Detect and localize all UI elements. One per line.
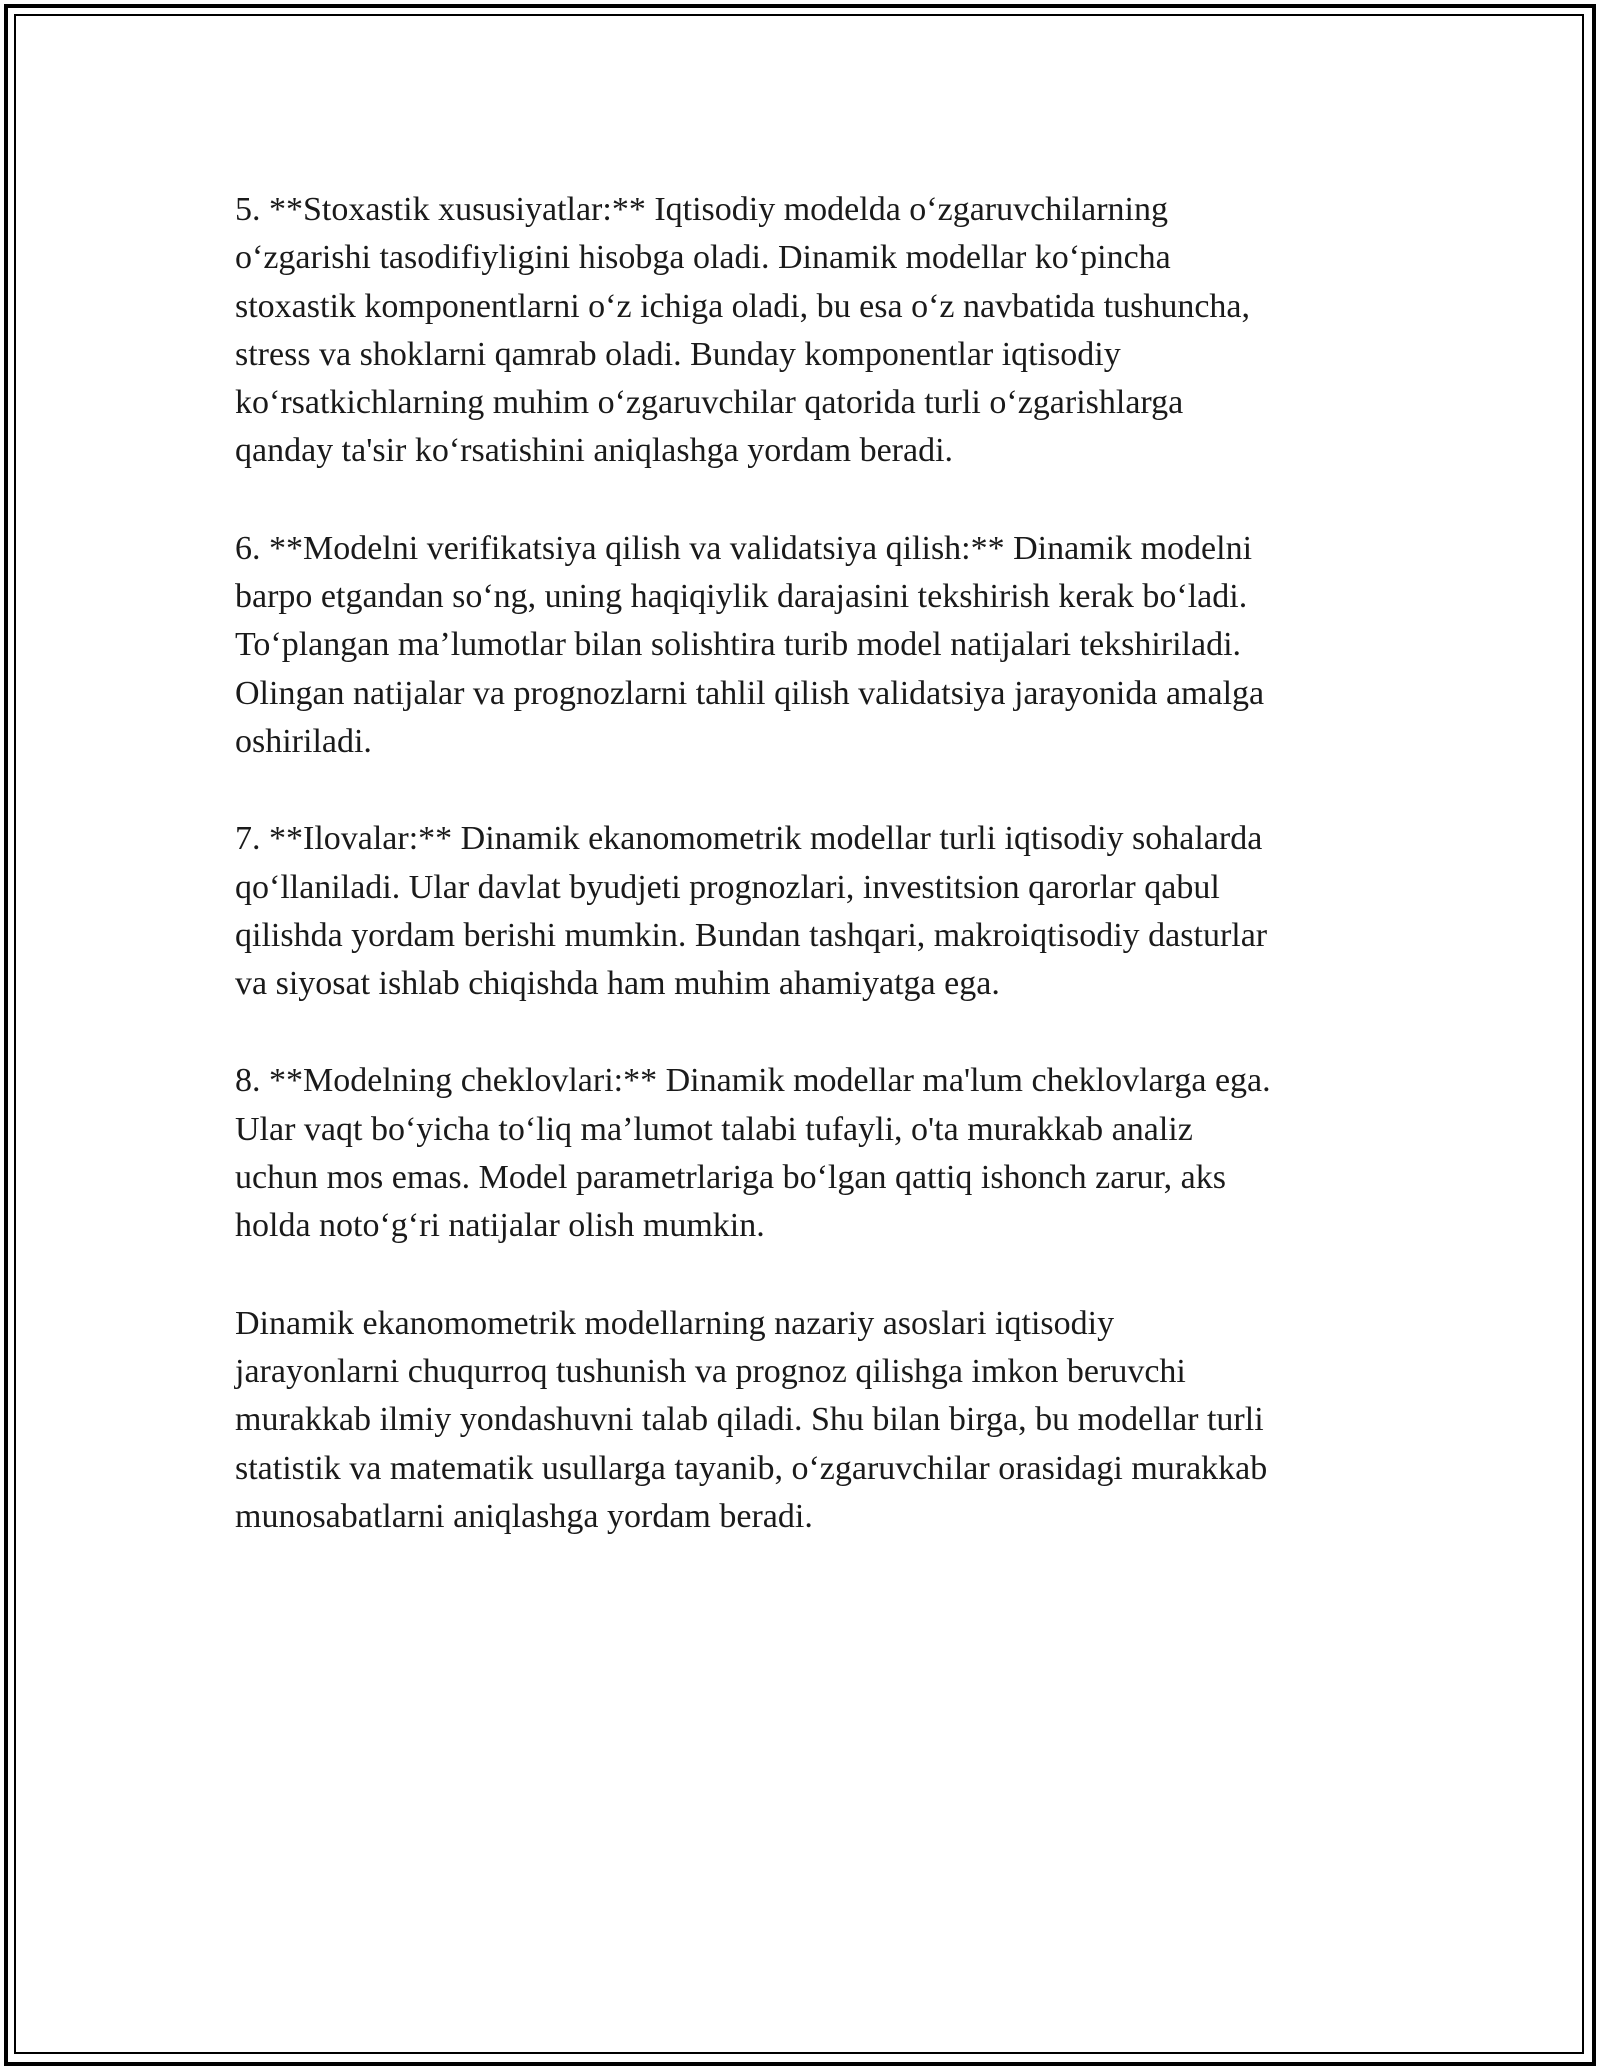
document-body <box>235 186 1365 1541</box>
paragraph-model-verification: 6. **Modelni verifikatsiya qilish va validatsiya qilish:** Dinamik modelni barpo etgandan so‘ng, uning haqiqiylik darajasini tekshirish kerak bo‘ladi. To‘plangan ma’lumotlar bilan solishtira turib model natijalari tekshiriladi. Olingan natijalar va prognozlarni tahlil qilish validatsiya jarayonida amalga oshiriladi. <box>235 529 1265 760</box>
paragraph-conclusion: Dinamik ekanomometrik modellarning nazariy asoslari iqtisodiy jarayonlarni chuqurroq tushunish va prognoz qilishga imkon beruvchi murakkab ilmiy yondashuvni talab qiladi. Shu bilan birga, bu modellar turli statistik va matematik usullarga tayanib, o‘zgaruvchilar orasidagi murakkab munosabatlarni aniqlashga yordam beradi. <box>235 1304 1268 1535</box>
paragraph-model-limitations: 8. **Modelning cheklovlari:** Dinamik modellar ma'lum cheklovlarga ega. Ular vaqt bo‘yicha to‘liq ma’lumot talabi tufayli, o'ta murakkab analiz uchun mos emas. Model parametrlariga bo‘lgan qattiq ishonch zarur, aks holda noto‘g‘ri natijalar olish mumkin. <box>235 1062 1271 1245</box>
paragraph-stochastic-properties: 5. **Stoxastik xususiyatlar:** Iqtisodiy modelda o‘zgaruvchilarning o‘zgarishi tasodifiyligini hisobga oladi. Dinamik modellar ko‘pincha stoxastik komponentlarni o‘z ichiga oladi, bu esa o‘z navbatida tushuncha, stress va shoklarni qamrab oladi. Bunday komponentlar iqtisodiy ko‘rsatkichlarning muhim o‘zgaruvchilar qatorida turli o‘zgarishlarga qanday ta'sir ko‘rsatishini aniqlashga yordam beradi. <box>235 191 1251 470</box>
paragraph-applications: 7. **Ilovalar:** Dinamik ekanomometrik modellar turli iqtisodiy sohalarda qo‘llaniladi. Ular davlat byudjeti prognozlari, investitsion qarorlar qabul qilishda yordam berishi mumkin. Bundan tashqari, makroiqtisodiy dasturlar va siyosat ishlab chiqishda ham muhim ahamiyatga ega. <box>235 820 1268 1003</box>
